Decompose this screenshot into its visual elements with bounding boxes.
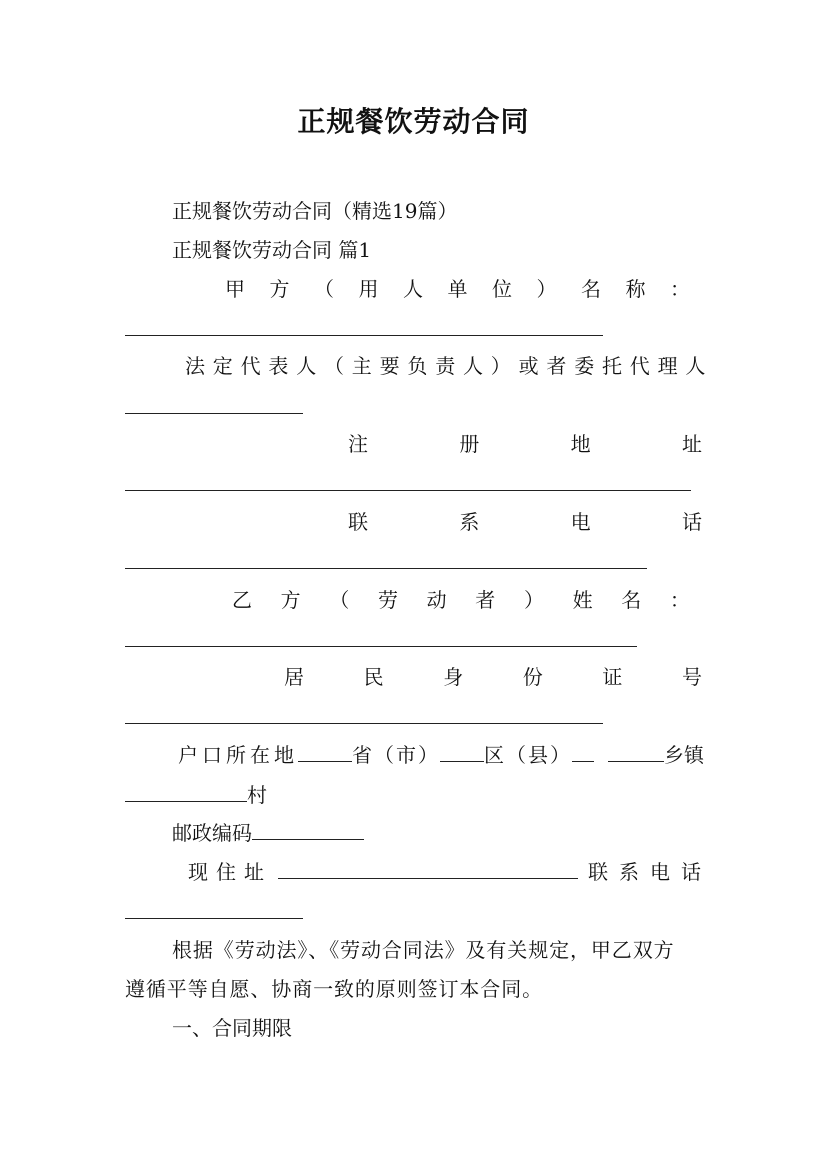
current-address-blank (278, 858, 578, 879)
document-title: 正规餐饮劳动合同 (297, 105, 530, 138)
hukou-line (178, 741, 704, 769)
label-char: 甲 (225, 277, 245, 301)
label-char: 话 (681, 510, 702, 534)
district-blank-1 (440, 741, 484, 762)
id-number-label (284, 663, 702, 691)
party-b-name-label (232, 586, 690, 614)
label-char: 位 (492, 277, 512, 301)
party-a-name-label (225, 275, 690, 303)
party-b-name-blank (125, 646, 637, 647)
label-char: 用 (358, 277, 379, 301)
section-heading: 正规餐饮劳动合同 篇1 (172, 238, 372, 262)
label-char: 动 (426, 588, 447, 612)
label-char: ） (523, 588, 544, 612)
postal-label: 邮政编码 (172, 821, 252, 845)
label-char: 号 (681, 665, 702, 689)
province-blank (298, 741, 352, 762)
label-char: 份 (522, 665, 543, 689)
id-number-blank (125, 723, 603, 724)
party-a-phone-label (348, 508, 702, 536)
label-char: 劳 (377, 588, 398, 612)
reg-address-blank (125, 490, 691, 491)
label-char: 名 (621, 588, 642, 612)
clause-heading-1: 一、合同期限 (172, 1016, 292, 1040)
label-char: 方 (280, 588, 301, 612)
label-char: ： (669, 588, 690, 612)
label-char: （ (329, 588, 350, 612)
label-char: 单 (447, 277, 468, 301)
hukou-label: 户口所在地 (178, 743, 298, 767)
label-char: 民 (363, 665, 384, 689)
legal-rep-label: 法定代表人（主要负责人）或者委托代理人 (185, 354, 714, 378)
district-blank-2 (572, 741, 594, 762)
postal-line (172, 819, 364, 847)
label-char: 身 (443, 665, 464, 689)
reg-address-label (348, 430, 702, 458)
party-a-phone-blank (125, 568, 647, 569)
label-char: 名 (581, 277, 601, 301)
label-char: 者 (475, 588, 496, 612)
document-subtitle: 正规餐饮劳动合同（精选19篇） (172, 199, 458, 223)
label-char: ： (670, 277, 690, 301)
township-blank (608, 741, 664, 762)
label-char: ） (536, 277, 557, 301)
contact-phone-label: 联系电话 (588, 860, 712, 884)
label-char: 册 (459, 432, 480, 456)
label-char: 地 (570, 432, 591, 456)
village-label: 村 (247, 783, 267, 807)
label-char: 电 (570, 510, 591, 534)
label-char: 址 (681, 432, 702, 456)
paragraph-line-1: 根据《劳动法》、《劳动合同法》及有关规定，甲乙双方 (172, 938, 675, 962)
paragraph-line-2: 遵循平等自愿、协商一致的原则签订本合同。 (125, 977, 543, 1001)
label-char: （ (314, 277, 334, 301)
label-char: 联 (348, 510, 368, 534)
label-char: 姓 (572, 588, 593, 612)
label-char: 方 (269, 277, 290, 301)
current-address-line (188, 858, 712, 886)
current-address-label: 现住址 (188, 860, 272, 884)
district-label: 区（县） (484, 743, 572, 767)
label-char: 人 (403, 277, 423, 301)
contact-phone-blank (125, 918, 303, 919)
label-char: 乙 (232, 588, 252, 612)
village-line (125, 781, 267, 809)
label-char: 居 (284, 665, 304, 689)
province-label: 省（市） (352, 743, 440, 767)
postal-blank (252, 819, 364, 840)
label-char: 称 (625, 277, 646, 301)
township-label: 乡镇 (664, 743, 704, 767)
village-blank (125, 781, 247, 802)
party-a-name-blank (125, 335, 603, 336)
label-char: 注 (348, 432, 368, 456)
legal-rep-blank (125, 413, 303, 414)
label-char: 证 (602, 665, 623, 689)
label-char: 系 (459, 510, 480, 534)
